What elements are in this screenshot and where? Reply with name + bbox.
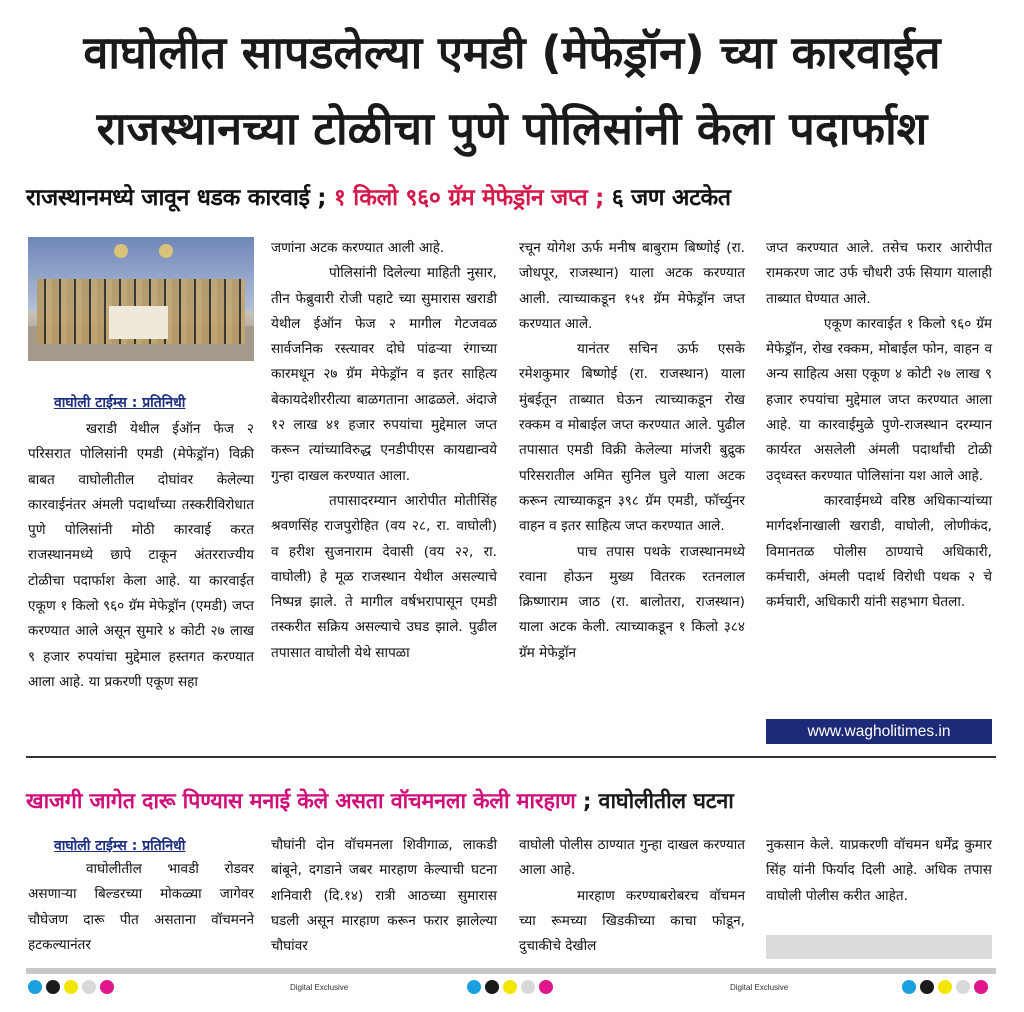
story2-headline <box>26 786 998 818</box>
registration-dot-icon <box>956 980 970 994</box>
story2-column-3 <box>519 833 745 959</box>
sub-headline-part-2: १ किलो ९६० ग्रॅम मेफेड्रॉन जप्त ; <box>333 185 612 211</box>
story2-col3-paragraph-2: मारहाण करण्याबरोबरच वॉचमन च्या रूमच्या खिडकीच्या काचा फोडून, दुचाकीचे देखील <box>519 887 745 955</box>
story2-col2-paragraph: चौघांनी दोन वॉचमनला शिवीगाळ, लाकडी बांबूने, दगडाने जबर मारहाण केल्याची घटना शनिवारी (दि.१४) रात्री आठच्या सुमारास घडली असून मारहाण करून फरार झालेल्या चौघांवर <box>271 837 497 955</box>
registration-dot-icon <box>64 980 78 994</box>
website-link[interactable]: www.wagholitimes.in <box>766 719 992 744</box>
registration-dots-right <box>902 980 988 994</box>
story2-column-4 <box>766 833 992 909</box>
story2-column-1 <box>28 857 254 958</box>
main-headline-line-1: वाघोलीत सापडलेल्या एमडी (मेफेड्रॉन) च्या कारवाईत <box>83 26 941 79</box>
story1-column-1 <box>28 417 254 695</box>
registration-dot-icon <box>28 980 42 994</box>
registration-dot-icon <box>920 980 934 994</box>
story1-col3-paragraph-2: यानंतर सचिन ऊर्फ एसके रमेशकुमार बिष्णोई (रा. राजस्थान) याला मुंबईतून ताब्यात घेऊन त्याच्याकडून रोख रक्कम व मोबाईल जप्त करण्यात आले. पुढील तपासात एमडी विक्री केलेल्या मांजरी बुद्रुक परिसरातील अमित सुनिल घुले याला अटक करून त्याच्याकडून ३९८ ग्रॅम एमडी, फॉर्च्युनर वाहन व इतर साहित्य जप्त करण्यात आले. <box>519 341 745 535</box>
story2-byline: वाघोली टाईम्स : प्रतिनिधी <box>54 838 186 854</box>
story1-col3-paragraph-1: रचून योगेश ऊर्फ मनीष बाबुराम बिष्णोई (रा. जोधपूर, राजस्थान) याला अटक करण्यात आली. त्याच्याकडून १५१ ग्रॅम मेफेड्रॉन जप्त करण्यात आले. <box>519 240 745 332</box>
story2-col4-paragraph: नुकसान केले. याप्रकरणी वॉचमन धर्मेंद्र कुमार सिंह यांनी फिर्याद दिली आहे. अधिक तपास वाघोली पोलीस करीत आहेत. <box>766 837 992 904</box>
story1-col3-paragraph-3: पाच तपास पथके राजस्थानमध्ये रवाना होऊन मुख्य वितरक रतनलाल क्रिष्णाराम जाठ (रा. बालोतरा, राजस्थान) याला अटक केली. त्याच्याकडून १ किलो ३८४ ग्रॅम मेफेड्रॉन <box>519 543 745 661</box>
story1-byline: वाघोली टाईम्स : प्रतिनिधी <box>54 395 186 411</box>
registration-dot-icon <box>100 980 114 994</box>
story2-column-2 <box>271 833 497 959</box>
digital-exclusive-label-center: Digital Exclusive <box>290 983 349 992</box>
story2-col3-paragraph-1: वाघोली पोलीस ठाण्यात गुन्हा दाखल करण्यात आला आहे. <box>519 837 745 879</box>
section-divider <box>26 756 996 758</box>
registration-dot-icon <box>521 980 535 994</box>
sub-headline-part-3: ६ जण अटकेत <box>611 185 731 211</box>
registration-dot-icon <box>46 980 60 994</box>
story1-col2-paragraph-3: तपासादरम्यान आरोपीत मोतीसिंह श्रवणसिंह राजपुरोहित (वय २८, रा. वाघोली) व हरीश सुजनाराम देवासी (वय २२, रा. वाघोली) हे मूळ राजस्थान येथील असल्याचे निष्पन्न झाले. ते मागील वर्षभरापासून एमडी तस्करीत सक्रिय असल्याचे उघड झाले. पुढील तपासात वाघोली येथे सापळा <box>271 492 497 661</box>
story2-headline-tag: ; वाघोलीतील घटना <box>575 789 734 814</box>
digital-exclusive-label-right: Digital Exclusive <box>730 983 789 992</box>
story1-col4-paragraph-1: जप्त करण्यात आले. तसेच फरार आरोपीत रामकरण जाट उर्फ चौधरी उर्फ सियाग यालाही ताब्यात घेण्यात आले. <box>766 240 992 307</box>
registration-dot-icon <box>82 980 96 994</box>
registration-dot-icon <box>974 980 988 994</box>
registration-dot-icon <box>902 980 916 994</box>
story1-col2-paragraph-1: जणांना अटक करण्यात आली आहे. <box>271 240 445 256</box>
sub-headline-part-1: राजस्थानमध्ये जावून धडक कारवाई ; <box>26 185 334 211</box>
registration-dots-center <box>467 980 553 994</box>
story2-headline-main: खाजगी जागेत दारू पिण्यास मनाई केले असता वॉचमनला केली मारहाण <box>26 789 576 814</box>
registration-dot-icon <box>485 980 499 994</box>
main-headline-line-2: राजस्थानच्या टोळीचा पुणे पोलिसांनी केला पदार्फाश <box>96 102 928 155</box>
story2-col1-paragraph: वाघोलीतील भावडी रोडवर असणाऱ्या बिल्डरच्या मोकळ्या जागेवर चौघेजण दारू पीत असताना वॉचमनने हटकल्यानंतर <box>28 861 254 953</box>
sub-headline <box>26 181 998 215</box>
story1-col1-paragraph: खराडी येथील ईऑन फेज २ परिसरात पोलिसांनी एमडी (मेफेड्रॉन) विक्री बाबत वाघोलीतील दोघांवर केलेल्या कारवाईनंतर अंमली पदार्थांच्या तस्करीविरोधात पुणे पोलिसांनी मोठी कारवाई करत राजस्थानमध्ये छापे टाकून अंतरराज्यीय टोळीचा पदार्फाश केला आहे. या कारवाईत एकूण १ किलो ९६० ग्रॅम मेफेड्रॉन (एमडी) जप्त करण्यात आले असून सुमारे ४ कोटी २७ लाख ९ हजार रुपयांचा मुद्देमाल हस्तगत करण्यात आला आहे. या प्रकरणी एकूण सहा <box>28 421 254 690</box>
registration-dot-icon <box>467 980 481 994</box>
police-team-photo <box>28 237 254 361</box>
registration-dot-icon <box>539 980 553 994</box>
story1-col2-paragraph-2: पोलिसांनी दिलेल्या माहिती नुसार, तीन फेब्रुवारी रोजी पहाटे च्या सुमारास खराडी येथील ईऑन फेज २ मागील गेटजवळ सार्वजनिक रस्त्यावर दोघे पांढऱ्या रंगाच्या कारमधून २७ ग्रॅम मेफेड्रॉन व इतर साहित्य बेकायदेशीररीत्या बाळगताना आढळले. अंदाजे १२ लाख ४१ हजार रुपयांचा मुद्देमाल जप्त करून त्यांच्याविरुद्ध एनडीपीएस कायद्यान्वये गुन्हा दाखल करण्यात आला. <box>271 265 497 484</box>
story1-column-2 <box>271 236 497 666</box>
story1-col4-paragraph-3: कारवाईमध्ये वरिष्ठ अधिकाऱ्यांच्या मार्गदर्शनाखाली खराडी, वाघोली, लोणीकंद, विमानतळ पोलीस ठाण्याचे अधिकारी, कर्मचारी, अंमली पदार्थ विरोधी पथक २ चे कर्मचारी, अधिकारी यांनी सहभाग घेतला. <box>766 492 992 611</box>
blank-ad-box <box>766 935 992 959</box>
story1-col4-paragraph-2: एकूण कारवाईत १ किलो ९६० ग्रॅम मेफेड्रॉन, रोख रक्कम, मोबाईल फोन, वाहन व अन्य साहित्य असा एकूण ४ कोटी २७ लाख ९ हजार रुपयांचा मुद्देमाल जप्त करण्यात आला आहे. या कारवाईमुळे पुणे-राजस्थान दरम्यान कार्यरत असलेली अंमली पदार्थांची टोळी उद्ध्वस्त करण्यात पोलिसांना यश आले आहे. <box>766 315 992 484</box>
footer-bar <box>26 968 996 974</box>
registration-dot-icon <box>503 980 517 994</box>
registration-dots-left <box>28 980 114 994</box>
story1-column-3 <box>519 236 745 666</box>
story1-column-4 <box>766 236 992 615</box>
registration-dot-icon <box>938 980 952 994</box>
photo-seized-items-table <box>109 306 168 338</box>
